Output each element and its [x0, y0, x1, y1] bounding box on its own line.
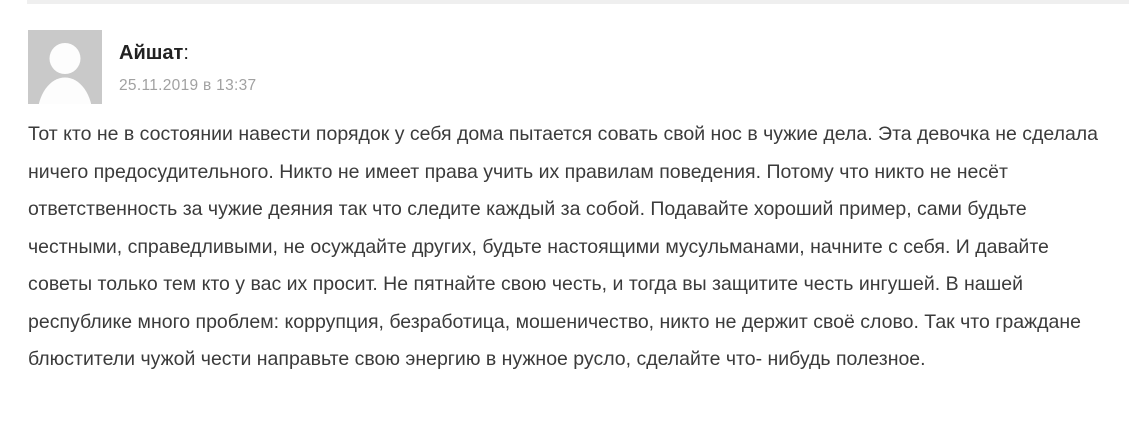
comment-author: Айшат — [119, 42, 184, 64]
comment-meta — [119, 30, 256, 95]
avatar — [28, 30, 102, 104]
person-silhouette-icon — [28, 30, 102, 104]
comment-text: Тот кто не в состоянии навести порядок у себя дома пытается совать свой нос в чужие дела. Эта девочка не сделала ничего предосудительного. Никто не имеет права учить их правилам поведения. Потому что никто не несёт ответственность за чужие деяния так что следите каждый за собой. Подавайте хороший пример, сами будьте честными, справедливыми, не осуждайте других, будьте настоящими мусульманами, начните с себя. И давайте советы только тем кто у вас их просит. Не пятнайте свою честь, и тогда вы защитите честь ингушей. В нашей республике много проблем: коррупция, безработица, мошеничество, никто не держит своё слово. Так что граждане блюстители чужой чести направьте свою энергию в нужное русло, сделайте что- нибудь полезное. — [28, 123, 1099, 370]
comment-date: 25.11.2019 в 13:37 — [119, 77, 257, 94]
comment-author-line — [119, 41, 256, 65]
comment-author-separator: : — [183, 42, 189, 64]
comment-header — [28, 30, 1103, 104]
